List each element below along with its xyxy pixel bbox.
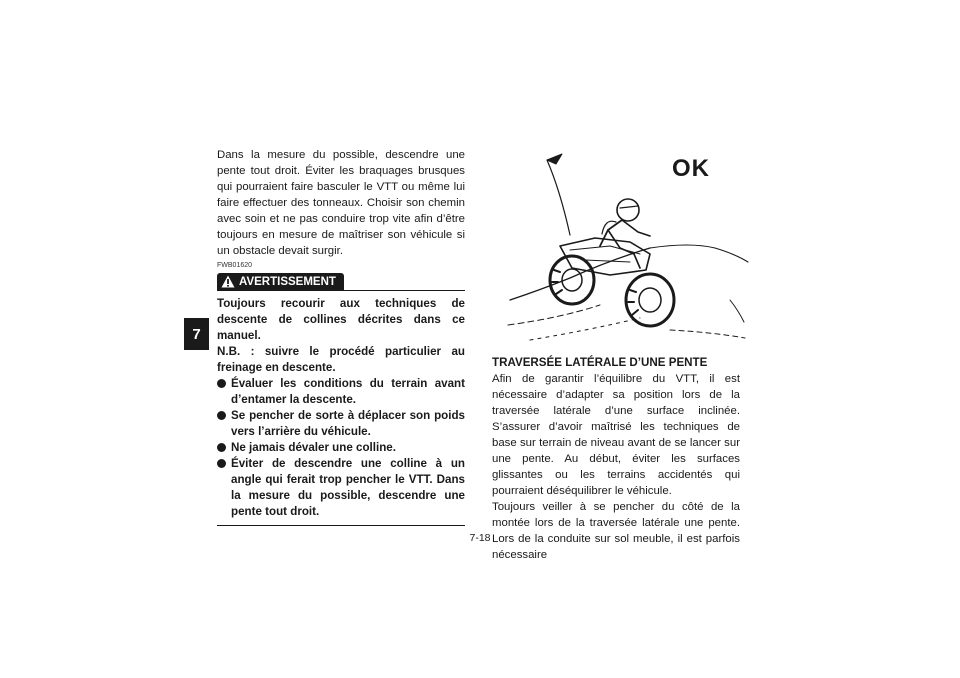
intro-paragraph: Dans la mesure du possible, descendre une pente tout droit. Éviter les braquages brusques qui pourraient faire basculer le VTT ou même lui faire effectuer des tonneaux. Choisir son chemin avec soin et ne pas conduire trop vite afin d’être toujours en mesure de maîtriser son véhicule si un obstacle devait surgir. (217, 149, 465, 257)
bullet-icon (217, 379, 226, 388)
body-paragraph: Toujours veiller à se pencher du côté de la montée lors de la traversée latérale une pente. Lors de la conduite sur sol meuble, il est parfois nécessaire (492, 501, 740, 561)
bullet-text: Éviter de descendre une colline à un angle qui ferait trop pencher le VTT. Dans la mesure du possible, descendre une pente tout droit. (231, 457, 465, 518)
warning-note: N.B. : suivre le procédé particulier au freinage en descente. (217, 345, 465, 374)
bullet-icon (217, 411, 226, 420)
bullet-icon (217, 459, 226, 468)
right-column (492, 355, 740, 563)
chapter-tab: 7 (184, 318, 209, 350)
warning-bullet-list (217, 376, 465, 520)
warning-lead: Toujours recourir aux techniques de descente de collines décrites dans ce manuel. (217, 297, 465, 342)
bullet-text: Évaluer les conditions du terrain avant d’entamer la descente. (231, 377, 465, 406)
warning-triangle-icon (221, 275, 235, 288)
section-heading: TRAVERSÉE LATÉRALE D’UNE PENTE (492, 356, 708, 369)
warning-footer-rule (217, 525, 465, 526)
page-number: 7-18 (469, 532, 491, 544)
list-item (217, 440, 465, 456)
list-item (217, 408, 465, 440)
warning-header (217, 272, 465, 291)
bullet-icon (217, 443, 226, 452)
warning-code: FWB01620 (217, 262, 253, 269)
atv-rider-illustration (500, 150, 750, 345)
body-paragraph: Afin de garantir l’équilibre du VTT, il est nécessaire d’adapter sa position lors de la traversée latérale d’une surface inclinée. S’assurer d’avoir maîtrisé les techniques de base sur terrain de niveau avant de se lancer sur une pente. Au début, éviter les surfaces glissantes ou les terrains accidentés qui pourraient déséquilibrer le véhicule. (492, 373, 740, 497)
list-item (217, 456, 465, 520)
warning-body (217, 296, 465, 520)
warning-label: AVERTISSEMENT (239, 275, 336, 288)
left-column (217, 147, 465, 526)
ok-label: OK (672, 155, 710, 182)
bullet-text: Ne jamais dévaler une colline. (231, 441, 396, 454)
bullet-text: Se pencher de sorte à déplacer son poids vers l’arrière du véhicule. (231, 409, 465, 438)
warning-badge (217, 273, 344, 290)
list-item (217, 376, 465, 408)
